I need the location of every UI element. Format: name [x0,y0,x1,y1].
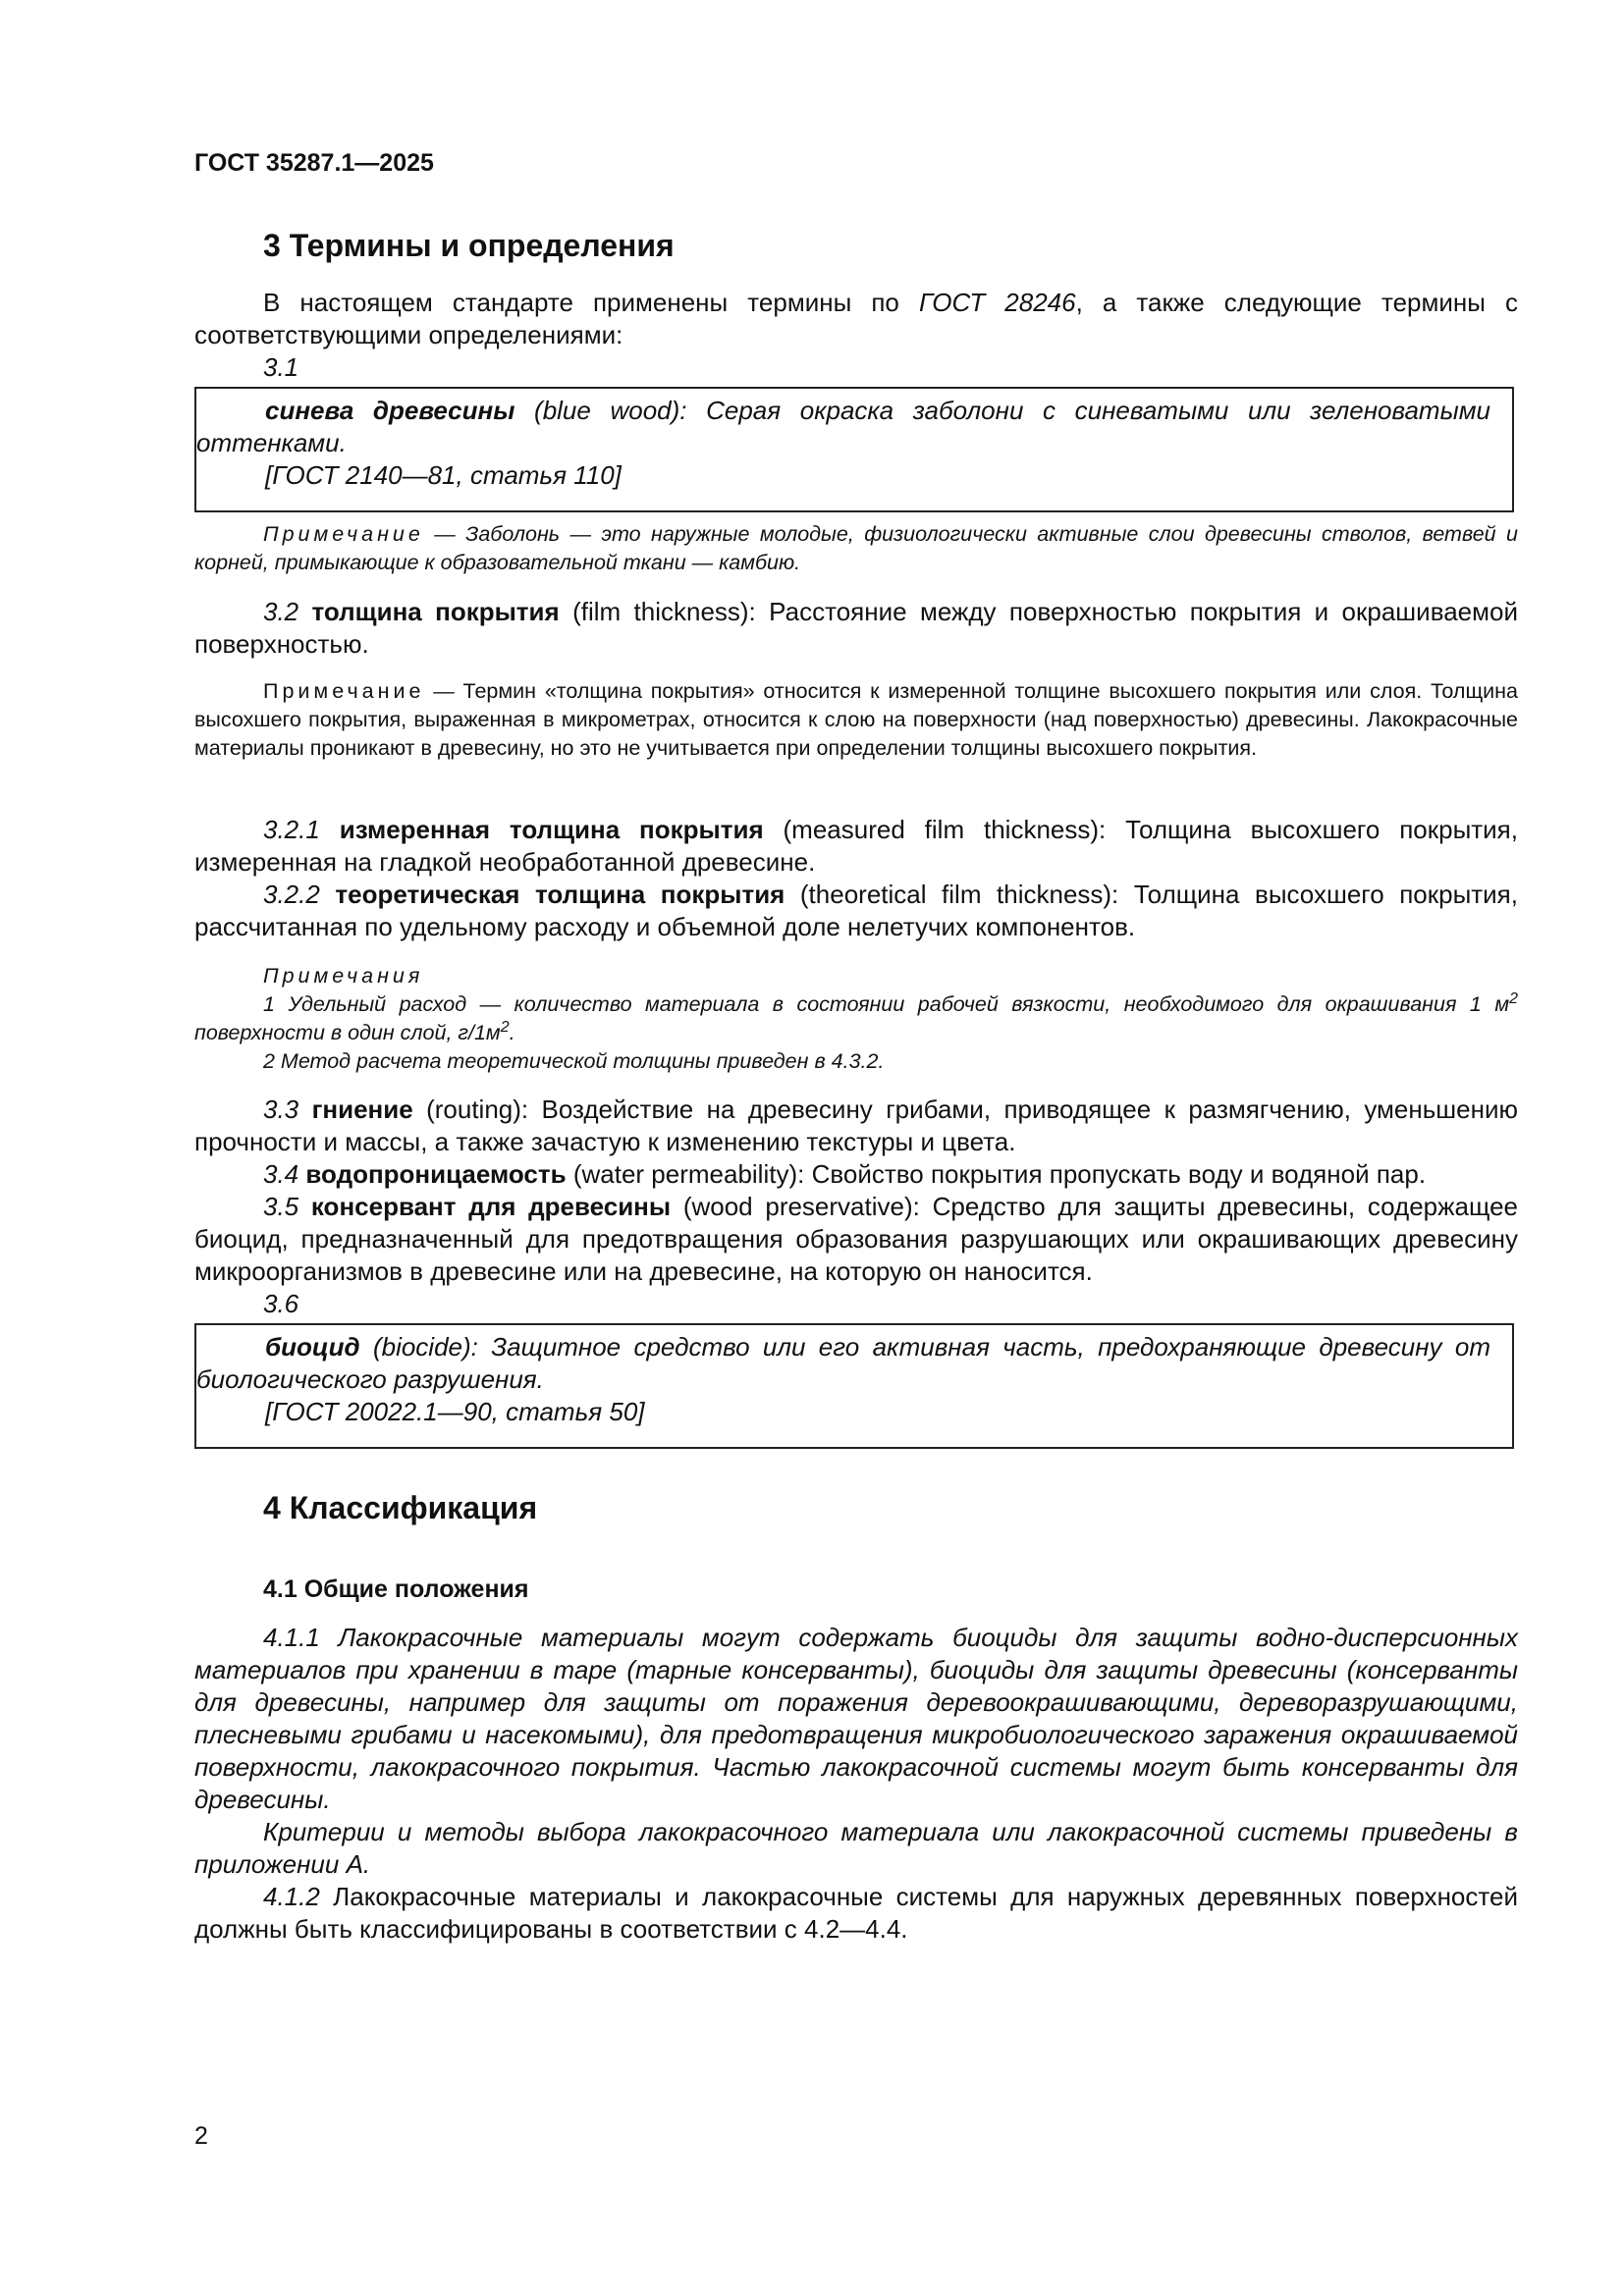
term-3-1-source: [ГОСТ 2140—81, статья 110] [265,460,622,490]
term-3-6-number: 3.6 [263,1289,299,1318]
note-2: Примечание — Термин «толщина покрытия» относится к измеренной толщине высохшего покрытия или слоя. Толщина высохшего покрытия, выраженная в микрометрах, относится к слою на поверхности (над поверхностью) древесины. Лакокрасочные материалы проникают в древесину, но это не учитывается при определении толщины высохшего покрытия. [194,679,1518,760]
intro-reference: ГОСТ 28246 [918,288,1076,317]
notes-3-item-2: 2 Метод расчета теоретической толщины приведен в 4.3.2. [263,1049,885,1073]
standard-code-header: ГОСТ 35287.1—2025 [194,149,434,177]
notes-3-item-1: 1 Удельный расход — количество материала в состоянии рабочей вязкости, необходимого для окрашивания 1 $м^2$ поверхности в один слой, $г/1м^2$. [194,989,1518,1044]
section-4-title: 4 Классификация [263,1490,538,1525]
paragraph-4-1-2: 4.1.2 Лакокрасочные материалы и лакокрасочные системы для наружных деревянных поверхностей должны быть классифицированы в соответствии с 4.2—4.4. [194,1882,1518,1944]
section-3-title: 3 Термины и определения [263,228,675,263]
subsection-4-1-title: 4.1 Общие положения [263,1575,529,1603]
term-3-6-definition: биоцид (biocide): Защитное средство или его активная часть, предохраняющие древесину от биологического разрушения. [196,1332,1490,1394]
term-3-2-2: 3.2.2 теоретическая толщина покрытия (theoretical film thickness): Толщина высохшего покрытия, рассчитанная по удельному расходу и объемной доле нелетучих компонентов. [194,880,1518,941]
term-3-6-box [194,1323,1514,1449]
term-3-6-source: [ГОСТ 20022.1—90, статья 50] [265,1397,645,1426]
term-3-2-1: 3.2.1 измеренная толщина покрытия (measured film thickness): Толщина высохшего покрытия, измеренная на гладкой необработанной древесине. [194,815,1518,877]
term-3-1-box [194,387,1514,512]
paragraph-4-1-1-criteria: Критерии и методы выбора лакокрасочного материала или лакокрасочной системы приведены в приложении А. [194,1817,1518,1879]
term-3-3: 3.3 гниение (routing): Воздействие на древесину грибами, приводящее к размягчению, уменьшению прочности и массы, а также зачастую к изменению текстуры и цвета. [194,1095,1518,1156]
paragraph-4-1-1: 4.1.1 Лакокрасочные материалы могут содержать биоциды для защиты водно-дисперсионных материалов при хранении в таре (тарные консерванты), биоциды для защиты древесины (консерванты для древесины, например для защиты от поражения деревоокрашивающими, дереворазрушающими, плесневыми грибами и насекомыми), для предотвращения микробиологического заражения окрашиваемой поверхности, лакокрасочного покрытия. Частью лакокрасочной системы могут быть консерванты для древесины. [194,1623,1518,1814]
term-3-1-number: 3.1 [263,352,299,382]
term-3-2: 3.2 толщина покрытия (film thickness): Расстояние между поверхностью покрытия и окрашиваемой поверхностью. [194,597,1518,659]
page-number: 2 [194,2122,208,2150]
note-1: Примечание — Заболонь — это наружные молодые, физиологически активные слои древесины стволов, ветвей и корней, примыкающие к образовательной ткани — камбию. [194,522,1518,574]
section-3-intro: В настоящем стандарте применены термины по ГОСТ 28246, а также следующие термины с соответствующими определениями: [194,288,1518,349]
notes-3 [194,962,1518,1076]
term-3-5: 3.5 консервант для древесины (wood preservative): Средство для защиты древесины, содержащее биоцид, предназначенный для предотвращения образования разрушающих или окрашивающих древесину микроорганизмов в древесине или на древесине, на которую он наносится. [194,1192,1518,1286]
term-3-4: 3.4 водопроницаемость (water permeability): Свойство покрытия пропускать воду и водяной пар. [263,1159,1427,1189]
notes-3-label: Примечания [263,964,424,988]
term-3-1-definition: синева древесины (blue wood): Серая окраска заболони с синеватыми или зеленоватыми оттенками. [196,396,1490,457]
